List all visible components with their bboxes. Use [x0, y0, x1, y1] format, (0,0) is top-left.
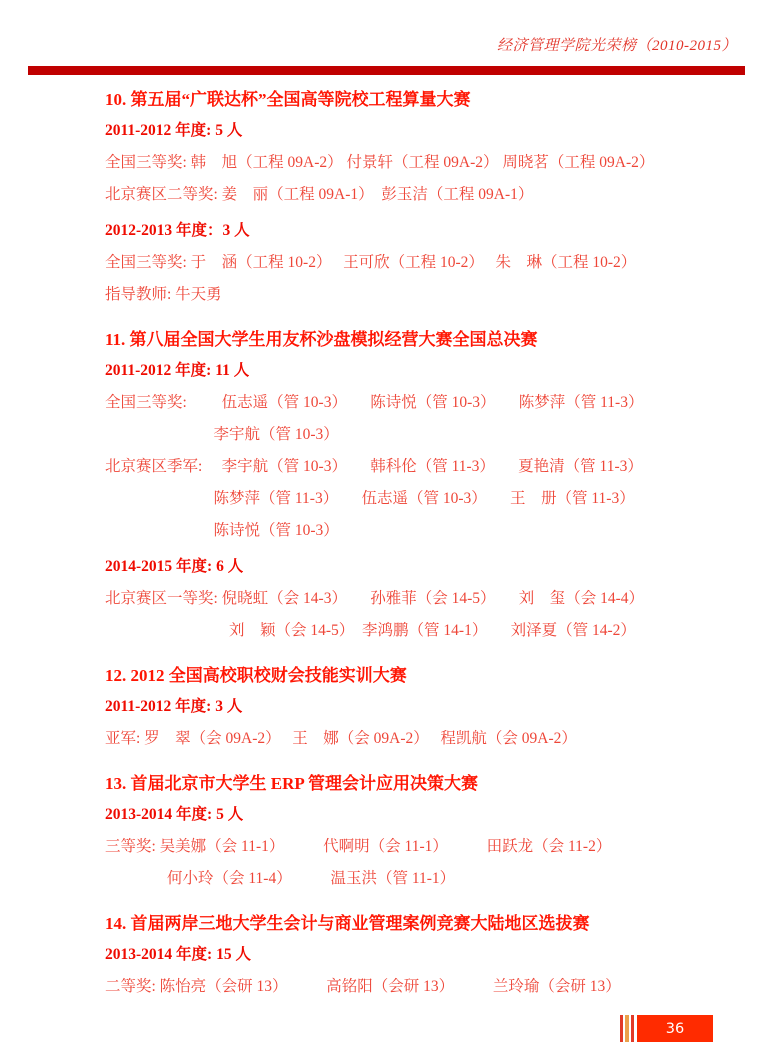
- section-title: 11. 第八届全国大学生用友杯沙盘模拟经营大赛全国总决赛: [105, 330, 538, 349]
- header-rule: [28, 66, 745, 75]
- award-line: 何小玲（会 11-4） 温玉洪（管 11-1）: [105, 870, 456, 887]
- year-heading: 2011-2012 年度: 11 人: [105, 362, 250, 379]
- page-header-title: 经济管理学院光荣榜（2010-2015）: [497, 38, 737, 54]
- competition-section-14: [105, 913, 749, 1003]
- page-number-badge: 36: [637, 1015, 713, 1042]
- section-title: 10. 第五届“广联达杯”全国高等院校工程算量大赛: [105, 90, 471, 109]
- year-block: [105, 696, 749, 755]
- year-heading: 2013-2014 年度: 15 人: [105, 946, 251, 963]
- award-line: 全国三等奖: 伍志遥（管 10-3） 陈诗悦（管 10-3） 陈梦萍（管 11-3）: [105, 394, 644, 411]
- year-block: [105, 944, 749, 1003]
- award-line: 全国三等奖: 韩 旭（工程 09A-2） 付景轩（工程 09A-2） 周晓茗（工程 09A-2）: [105, 154, 655, 171]
- year-block: [105, 804, 749, 895]
- year-block: [105, 220, 749, 311]
- award-line: 北京赛区季军: 李宇航（管 10-3） 韩科伦（管 11-3） 夏艳清（管 11-3）: [105, 458, 643, 475]
- award-line: 北京赛区一等奖: 倪晓虹（会 14-3） 孙雅菲（会 14-5） 刘 玺（会 14-4）: [105, 590, 645, 607]
- year-block: [105, 120, 749, 211]
- page-content: [0, 75, 767, 1003]
- competition-section-13: [105, 773, 749, 895]
- competition-section-11: [105, 329, 749, 647]
- footer-stripe: [625, 1015, 629, 1042]
- section-title: 12. 2012 全国高校职校财会技能实训大赛: [105, 666, 407, 685]
- footer-stripes-icon: [618, 1015, 635, 1042]
- footer-stripe: [620, 1015, 624, 1042]
- award-line: 亚军: 罗 翠（会 09A-2） 王 娜（会 09A-2） 程凯航（会 09A-2）: [105, 730, 577, 747]
- award-line: 李宇航（管 10-3）: [105, 426, 339, 443]
- section-title: 13. 首届北京市大学生 ERP 管理会计应用决策大赛: [105, 774, 479, 793]
- footer-stripe: [631, 1015, 635, 1042]
- award-line: 陈梦萍（管 11-3） 伍志遥（管 10-3） 王 册（管 11-3）: [105, 490, 635, 507]
- year-heading: 2011-2012 年度: 5 人: [105, 122, 243, 139]
- award-line: 北京赛区二等奖: 姜 丽（工程 09A-1） 彭玉洁（工程 09A-1）: [105, 186, 534, 203]
- year-block: [105, 360, 749, 547]
- competition-section-12: [105, 665, 749, 755]
- year-block: [105, 556, 749, 647]
- year-heading: 2013-2014 年度: 5 人: [105, 806, 244, 823]
- award-line: 陈诗悦（管 10-3）: [105, 522, 339, 539]
- award-line: 刘 颖（会 14-5） 李鸿鹏（管 14-1） 刘泽夏（管 14-2）: [105, 622, 636, 639]
- award-line: 三等奖: 吴美娜（会 11-1） 代啊明（会 11-1） 田跃龙（会 11-2）: [105, 838, 612, 855]
- competition-section-10: [105, 89, 749, 311]
- page-footer: [618, 1015, 714, 1042]
- award-line: 二等奖: 陈怡亮（会研 13） 高铭阳（会研 13） 兰玲瑜（会研 13）: [105, 978, 621, 995]
- year-heading: 2011-2012 年度: 3 人: [105, 698, 243, 715]
- section-title: 14. 首届两岸三地大学生会计与商业管理案例竞赛大陆地区选拔赛: [105, 914, 590, 933]
- year-heading: 2014-2015 年度: 6 人: [105, 558, 244, 575]
- award-line: 指导教师: 牛天勇: [105, 286, 222, 303]
- year-heading: 2012-2013 年度：3 人: [105, 222, 250, 239]
- award-line: 全国三等奖: 于 涵（工程 10-2） 王可欣（工程 10-2） 朱 琳（工程 10-2）: [105, 254, 637, 271]
